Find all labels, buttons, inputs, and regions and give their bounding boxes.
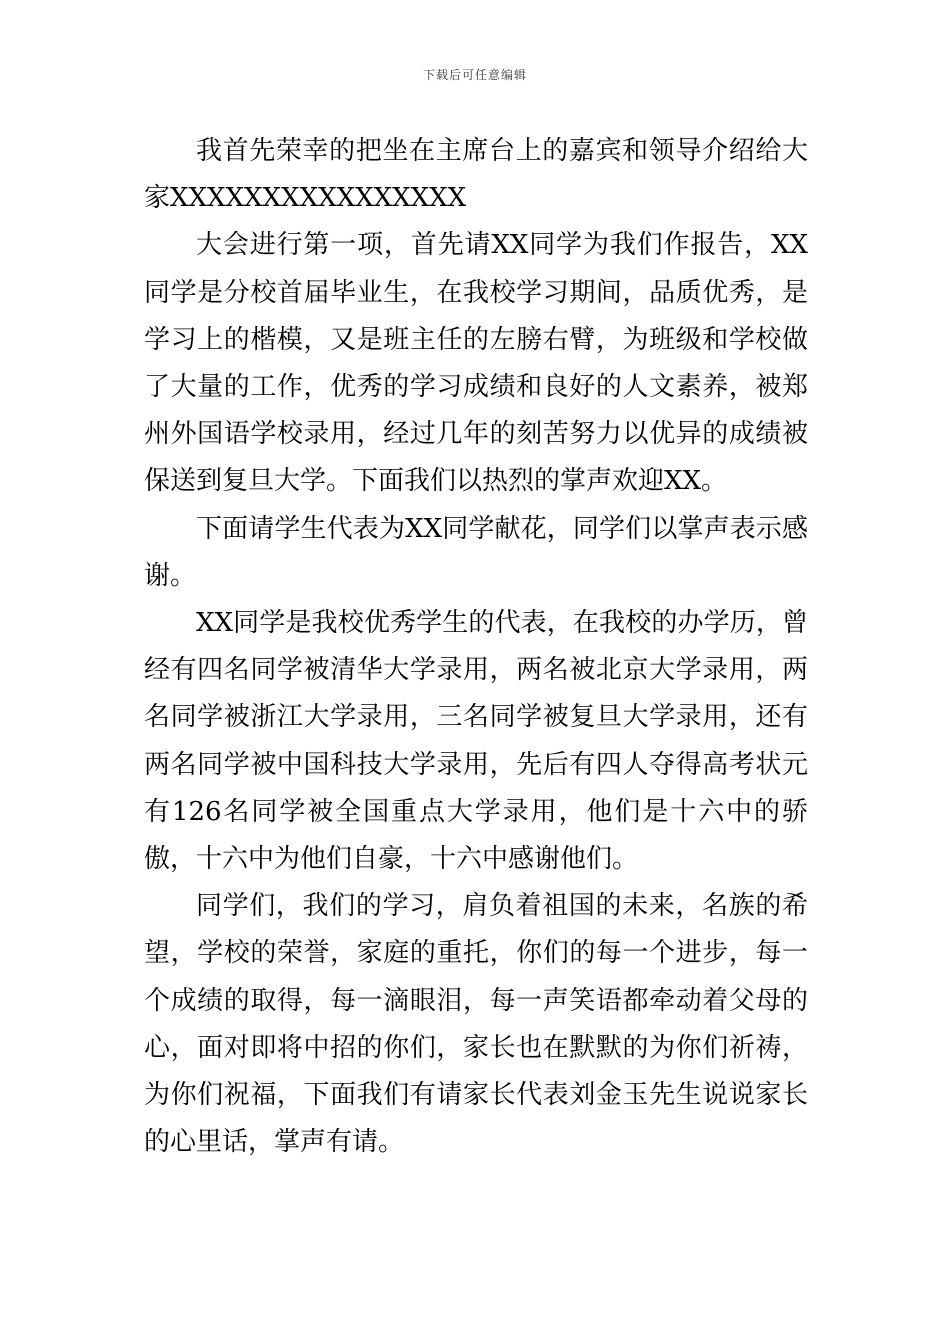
paragraph-flowers: 下面请学生代表为XX同学献花，同学们以掌声表示感谢。: [144, 513, 808, 591]
header-note: 下载后可任意编辑: [422, 68, 527, 82]
paragraph-report: 大会进行第一项，首先请XX同学为我们作报告，XX同学是分校首届毕业生，在我校学习期间，品质优秀，是学习上的楷模，又是班主任的左膀右臂，为班级和学校做了大量的工作，优秀的学习成绩和良好的人文素养，被郑州外国语学校录用，经过几年的刻苦努力以优异的成绩被保送到复旦大学。下面我们以热烈的掌声欢迎XX。: [144, 230, 808, 497]
paragraph-parents: 同学们，我们的学习，肩负着祖国的未来，名族的希望，学校的荣誉，家庭的重托，你们的每一个进步，每一个成绩的取得，每一滴眼泪，每一声笑语都牵动着父母的心，面对即将中招的你们，家长也在默默的为你们祈祷，为你们祝福，下面我们有请家长代表刘金玉先生说说家长的心里话，掌声有请。: [144, 891, 808, 1158]
paragraph-achievements: XX同学是我校优秀学生的代表，在我校的办学历，曾经有四名同学被清华大学录用，两名被北京大学录用，两名同学被浙江大学录用，三名同学被复旦大学录用，还有两名同学被中国科技大学录用，先后有四人夺得高考状元有126名同学被全国重点大学录用，他们是十六中的骄傲，十六中为他们自豪，十六中感谢他们。: [144, 608, 808, 875]
document-body: [144, 128, 808, 1166]
paragraph-introduction: 我首先荣幸的把坐在主席台上的嘉宾和领导介绍给大家XXXXXXXXXXXXXXXX: [144, 136, 808, 214]
